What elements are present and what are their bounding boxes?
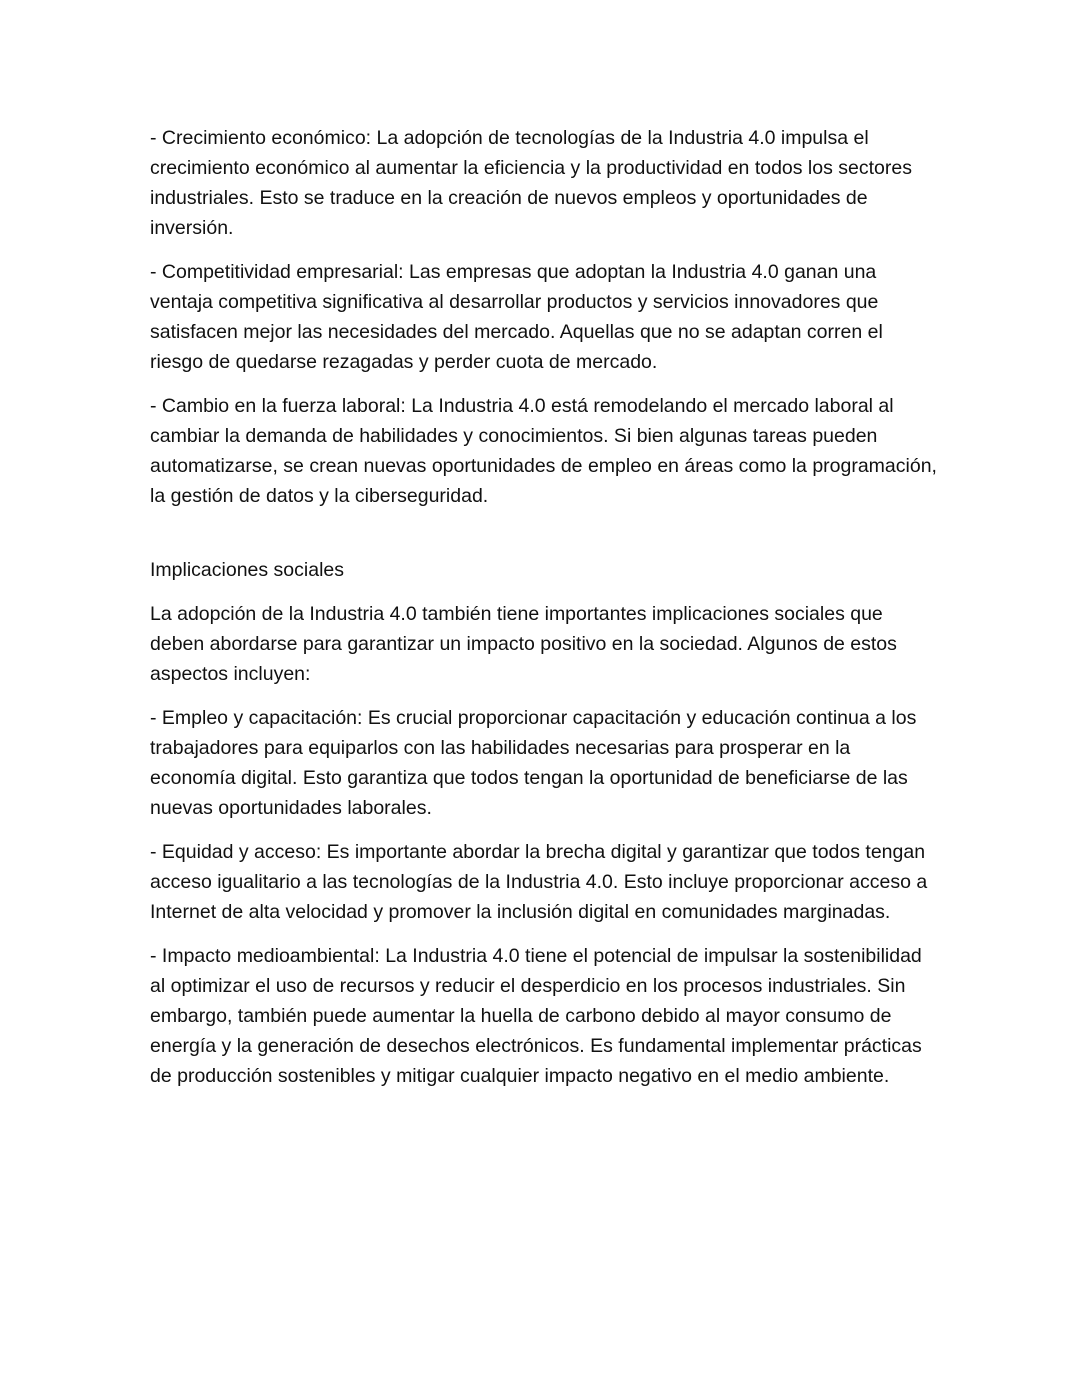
paragraph-workforce-change: - Cambio en la fuerza laboral: La Industria 4.0 está remodelando el mercado laboral al cambiar la demanda de habilidades y conocimientos. Si bien algunas tareas pueden automatizarse, se crean nuevas oportunidades de empleo en áreas como la programación, la gestión de datos y la ciberseguridad. — [150, 395, 937, 507]
paragraph-equity-access: - Equidad y acceso: Es importante abordar la brecha digital y garantizar que todos tengan acceso igualitario a las tecnologías de la Industria 4.0. Esto incluye proporcionar acceso a Internet de alta velocidad y promover la inclusión digital en comunidades marginadas. — [150, 841, 928, 923]
paragraph-environmental-impact: - Impacto medioambiental: La Industria 4.0 tiene el potencial de impulsar la sostenibilidad al optimizar el uso de recursos y reducir el desperdicio en los procesos industriales. Sin embargo, también puede aumentar la huella de carbono debido al mayor consumo de energía y la generación de desechos electrónicos. Es fundamental implementar prácticas de producción sostenibles y mitigar cualquier impacto negativo en el medio ambiente. — [150, 945, 922, 1087]
section-heading-social: Implicaciones sociales — [150, 559, 345, 581]
paragraph-business-competitiveness: - Competitividad empresarial: Las empresas que adoptan la Industria 4.0 ganan una ventaja competitiva significativa al desarrollar productos y servicios innovadores que satisfacen mejor las necesidades del mercado. Aquellas que no se adaptan corren el riesgo de quedarse rezagadas y perder cuota de mercado. — [150, 261, 883, 373]
paragraph-economic-growth: - Crecimiento económico: La adopción de tecnologías de la Industria 4.0 impulsa el crecimiento económico al aumentar la eficiencia y la productividad en todos los sectores industriales. Esto se traduce en la creación de nuevos empleos y oportunidades de inversión. — [150, 127, 912, 239]
document-body — [150, 123, 940, 1105]
paragraph-employment-training: - Empleo y capacitación: Es crucial proporcionar capacitación y educación continua a los trabajadores para equiparlos con las habilidades necesarias para prosperar en la economía digital. Esto garantiza que todos tengan la oportunidad de beneficiarse de las nuevas oportunidades laborales. — [150, 707, 917, 819]
paragraph-social-intro: La adopción de la Industria 4.0 también tiene importantes implicaciones sociales que deben abordarse para garantizar un impacto positivo en la sociedad. Algunos de estos aspectos incluyen: — [150, 603, 897, 685]
section-spacer — [150, 525, 940, 555]
